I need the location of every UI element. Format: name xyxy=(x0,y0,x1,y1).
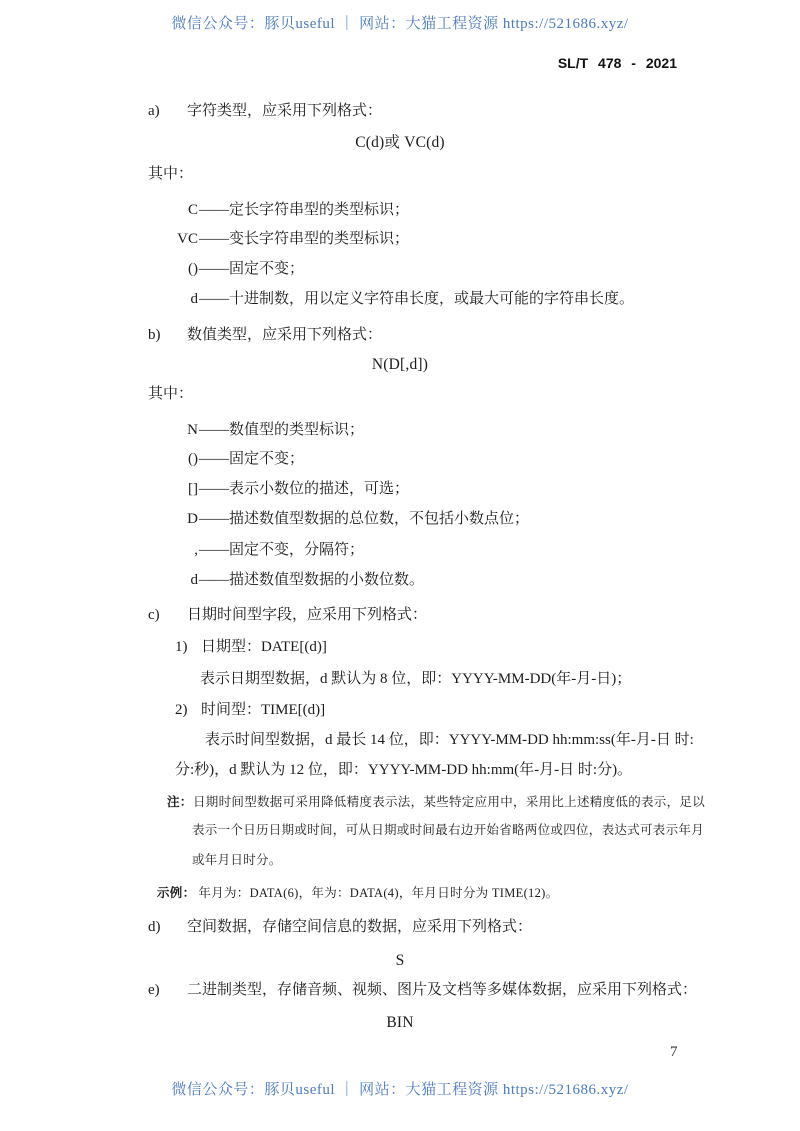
date-type-detail: 表示日期型数据，d 默认为 8 位，即：YYYY-MM-DD(年-月-日)； xyxy=(200,671,632,687)
def-desc: ——变长字符串型的类型标识； xyxy=(199,231,410,247)
definition-row xyxy=(148,230,683,249)
header-watermark: 微信公众号：豚贝useful ｜ 网站：大猫工程资源 https://521686.xyz/ xyxy=(171,16,629,32)
among-label-b: 其中： xyxy=(148,386,194,402)
def-term: d xyxy=(190,572,198,588)
definition-row xyxy=(148,571,683,590)
def-term: C xyxy=(187,202,198,218)
sub-item-date-type xyxy=(175,638,710,657)
item-d-title: 空间数据，存储空间信息的数据，应采用下列格式： xyxy=(187,919,533,935)
item-e xyxy=(148,981,698,1000)
def-term: d xyxy=(190,291,198,307)
def-term: D xyxy=(187,511,198,527)
among-label-a: 其中： xyxy=(148,166,194,182)
note-label: 注： xyxy=(167,795,193,809)
def-term: , xyxy=(194,542,198,558)
note-text-line2: 表示一个日历日期或时间，可从日期或时间最右边开始省略两位或四位，表达式可表示年月 xyxy=(192,823,705,837)
def-term: N xyxy=(187,422,198,438)
item-e-title: 二进制类型，存储音频、视频、图片及文档等多媒体数据，应采用下列格式： xyxy=(187,982,698,998)
def-desc: ——十进制数，用以定义字符串长度，或最大可能的字符串长度。 xyxy=(199,291,635,307)
def-desc: ——描述数值型数据的总位数，不包括小数点位； xyxy=(199,511,530,527)
definition-row xyxy=(148,510,683,529)
note-text-line1: 日期时间型数据可采用降低精度表示法，某些特定应用中，采用比上述精度低的表示，足以 xyxy=(193,795,706,809)
definition-row xyxy=(148,290,683,309)
example-paragraph xyxy=(157,886,692,902)
item-c xyxy=(148,606,683,625)
item-e-label: e) xyxy=(148,982,160,998)
item-b xyxy=(148,326,683,345)
item-a-label: a) xyxy=(148,103,160,119)
sub-item-title: 日期型：DATE[(d)] xyxy=(201,639,327,655)
time-type-detail-line1: 表示时间型数据，d 最长 14 位，即：YYYY-MM-DD hh:mm:ss(年-月-日 时: xyxy=(205,732,694,748)
def-term: () xyxy=(188,261,198,277)
item-b-label: b) xyxy=(148,327,161,343)
def-desc: ——固定不变； xyxy=(199,451,305,467)
doc-number: SL/T 478 - 2021 xyxy=(557,55,677,71)
item-d-label: d) xyxy=(148,919,161,935)
def-term: VC xyxy=(177,231,198,247)
def-term: [] xyxy=(188,481,198,497)
def-desc: ——固定不变； xyxy=(199,261,305,277)
example-text: 年月为：DATA(6)，年为：DATA(4)，年月日时分为 TIME(12)。 xyxy=(198,886,559,900)
definition-row xyxy=(148,480,683,499)
footer-watermark: 微信公众号：豚贝useful ｜ 网站：大猫工程资源 https://521686.xyz/ xyxy=(171,1082,629,1098)
def-term: () xyxy=(188,451,198,467)
item-d xyxy=(148,918,683,937)
formula-char-type: C(d)或 VC(d) xyxy=(355,134,445,151)
definition-row xyxy=(148,421,683,440)
item-a-title: 字符类型，应采用下列格式： xyxy=(187,103,383,119)
sub-item-title: 时间型：TIME[(d)] xyxy=(201,702,326,718)
example-label: 示例： xyxy=(157,886,196,900)
page-number: 7 xyxy=(670,1044,678,1060)
sub-item-label: 2) xyxy=(175,702,188,718)
def-desc: ——表示小数位的描述，可选； xyxy=(199,481,410,497)
note-text-line3: 或年月日时分。 xyxy=(192,853,282,867)
item-c-title: 日期时间型字段，应采用下列格式： xyxy=(187,607,428,623)
sub-item-time-type xyxy=(175,701,710,720)
def-desc: ——定长字符串型的类型标识； xyxy=(199,202,410,218)
formula-binary-type: BIN xyxy=(386,1014,414,1031)
definition-row xyxy=(148,541,683,560)
definition-row xyxy=(148,260,683,279)
item-c-label: c) xyxy=(148,607,160,623)
def-desc: ——描述数值型数据的小数位数。 xyxy=(199,572,425,588)
definition-row xyxy=(148,201,683,220)
time-type-detail-line2: 分:秒)，d 默认为 12 位，即：YYYY-MM-DD hh:mm(年-月-日 时:分)。 xyxy=(175,762,633,778)
def-desc: ——数值型的类型标识； xyxy=(199,422,365,438)
formula-numeric-type: N(D[,d]) xyxy=(371,356,429,373)
definition-row xyxy=(148,450,683,469)
item-b-title: 数值类型，应采用下列格式： xyxy=(187,327,383,343)
formula-spatial-type: S xyxy=(395,952,405,969)
item-a xyxy=(148,102,683,121)
sub-item-label: 1) xyxy=(175,639,188,655)
def-desc: ——固定不变，分隔符； xyxy=(199,542,365,558)
note-paragraph xyxy=(167,795,706,811)
